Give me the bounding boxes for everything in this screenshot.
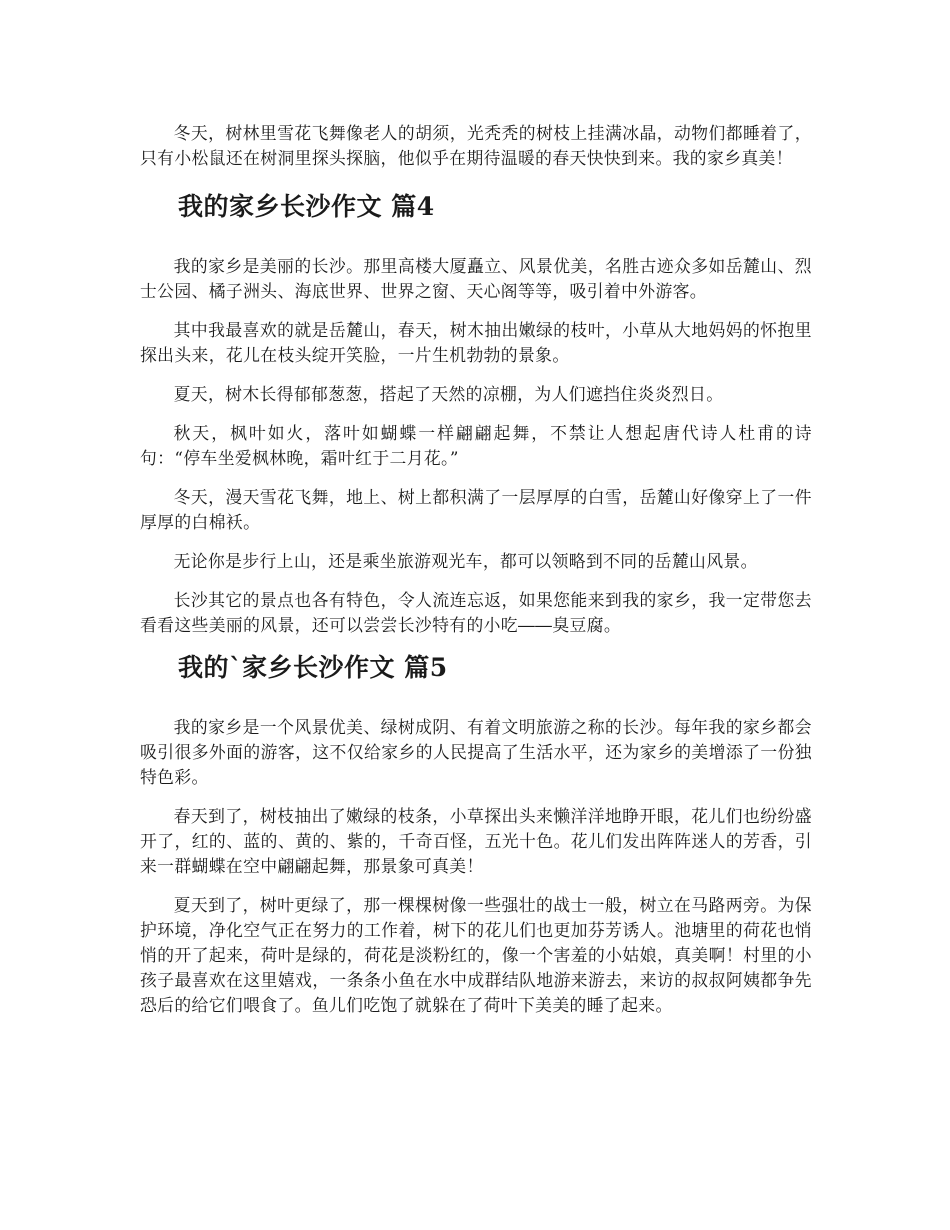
paragraph-spring-5: 春天到了，树枝抽出了嫩绿的枝条，小草探出头来懒洋洋地睁开眼，花儿们也纷纷盛开了，红的、蓝的、黄的、紫的，千奇百怪，五光十色。花儿们发出阵阵迷人的芳香，引来一群蝴蝶在空中翩翩起舞，那景象可真美！ [140, 806, 812, 876]
paragraph-winter-forest: 冬天，树林里雪花飞舞像老人的胡须，光秃秃的树枝上挂满冰晶，动物们都睡着了，只有小松鼠还在树洞里探头探脑，他似乎在期待温暖的春天快快到来。我的家乡真美！ [140, 123, 812, 168]
section-heading-5: 我的`家乡长沙作文 篇5 [178, 653, 448, 682]
document-page [140, 0, 812, 1018]
paragraph-winter: 冬天，漫天雪花飞舞，地上、树上都积满了一层厚厚的白雪，岳麓山好像穿上了一件厚厚的白棉袄。 [140, 487, 812, 532]
paragraph-intro-5: 我的家乡是一个风景优美、绿树成阴、有着文明旅游之称的长沙。每年我的家乡都会吸引很多外面的游客，这不仅给家乡的人民提高了生活水平，还为家乡的美增添了一份独特色彩。 [140, 717, 812, 787]
paragraph-summer: 夏天，树木长得郁郁葱葱，搭起了天然的凉棚，为人们遮挡住炎炎烈日。 [173, 384, 724, 404]
paragraph-summer-5: 夏天到了，树叶更绿了，那一棵棵树像一些强壮的战士一般，树立在马路两旁。为保护环境，净化空气正在努力的工作着，树下的花儿们也更加芬芳诱人。池塘里的荷花也悄悄的开了起来，荷叶是绿的，荷花是淡粉红的，像一个害羞的小姑娘，真美啊！村里的小孩子最喜欢在这里嬉戏，一条条小鱼在水中成群结队地游来游去，来访的叔叔阿姨都争先恐后的给它们喂食了。鱼儿们吃饱了就躲在了荷叶下美美的睡了起来。 [140, 895, 812, 1015]
paragraph-intro-changsha: 我的家乡是美丽的长沙。那里高楼大厦矗立、风景优美，名胜古迹众多如岳麓山、烈士公园、橘子洲头、海底世界、世界之窗、天心阁等等，吸引着中外游客。 [140, 256, 812, 301]
section-heading-4: 我的家乡长沙作文 篇4 [178, 192, 435, 221]
paragraph-autumn: 秋天，枫叶如火，落叶如蝴蝶一样翩翩起舞，不禁让人想起唐代诗人杜甫的诗句：“停车坐爱枫林晚，霜叶红于二月花。” [140, 423, 812, 468]
paragraph-invitation: 长沙其它的景点也各有特色，令人流连忘返，如果您能来到我的家乡，我一定带您去看看这些美丽的风景，还可以尝尝长沙特有的小吃――臭豆腐。 [140, 590, 812, 635]
paragraph-scenery: 无论你是步行上山，还是乘坐旅游观光车，都可以领略到不同的岳麓山风景。 [173, 551, 758, 571]
paragraph-yuelu-spring: 其中我最喜欢的就是岳麓山，春天，树木抽出嫩绿的枝叶，小草从大地妈妈的怀抱里探出头来，花儿在枝头绽开笑脸，一片生机勃勃的景象。 [140, 320, 812, 365]
